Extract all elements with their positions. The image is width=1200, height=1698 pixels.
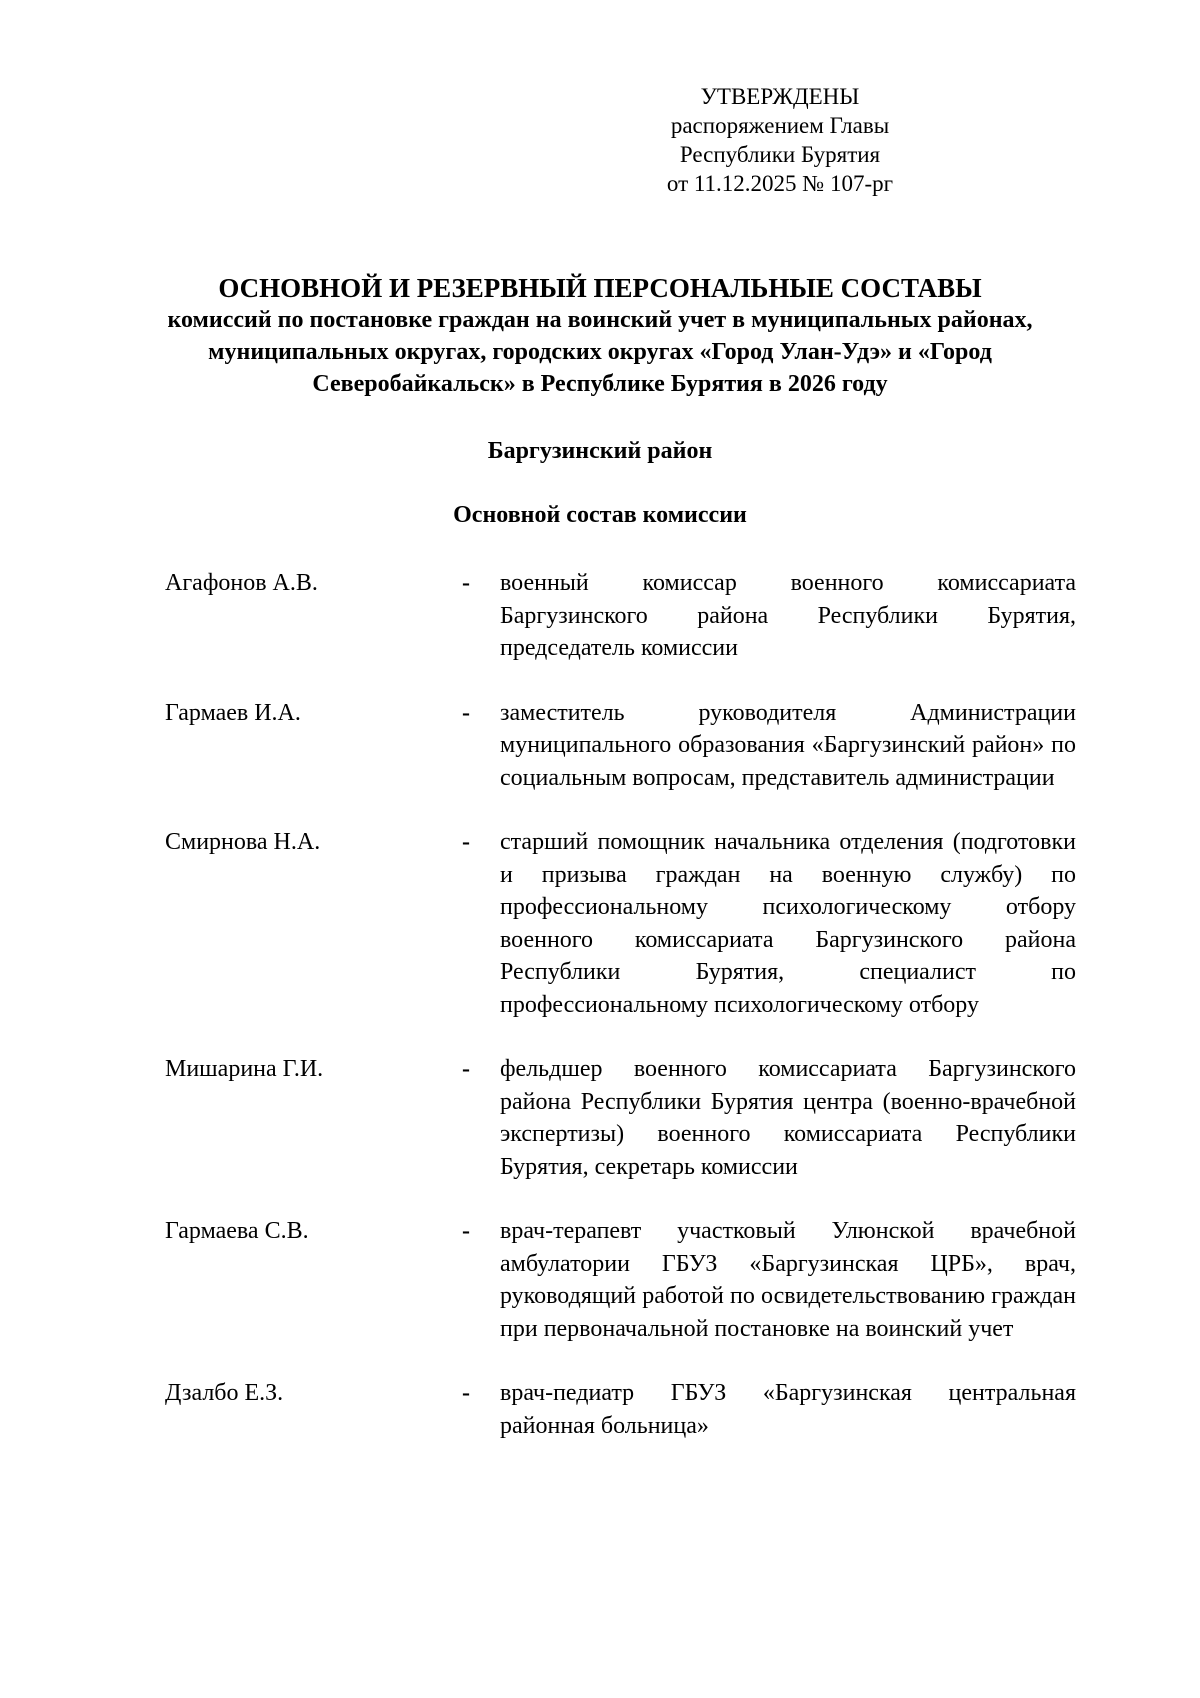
approval-line-3: Республики Бурятия: [679, 142, 881, 167]
member-name: Агафонов А.В.: [165, 570, 318, 596]
member-role: заместитель руководителя Администрации муниципального образования «Баргузинский район» по социальным вопросам, представитель администрации: [500, 699, 1076, 791]
member-role: фельдшер военного комиссариата Баргузинского района Республики Бурятия центра (военно-врачебной экспертизы) военного комиссариата Республики Бурятия, секретарь комиссии: [500, 1056, 1076, 1180]
member-dash: -: [462, 699, 470, 726]
member-dash: -: [462, 570, 470, 596]
title-subtitle: комиссий по постановке граждан на воинский учет в муниципальных районах, муниципальных округах, городских округах «Город Улан-Удэ» и «Город Северобайкальск» в Республике Бурятия в 2026 году: [167, 307, 1033, 397]
approval-line-1: УТВЕРЖДЕНЫ: [700, 84, 860, 109]
member-role: врач-терапевт участковый Улюнской врачебной амбулатории ГБУЗ «Баргузинская ЦРБ», врач, руководящий работой по освидетельствованию граждан при первоначальной постановке на воинский учет: [500, 1218, 1076, 1342]
member-dash: -: [462, 829, 470, 855]
members-list: [165, 567, 1075, 1474]
member-role: военный комиссар военного комиссариата Баргузинского района Республики Бурятия, председатель комиссии: [500, 570, 1076, 661]
member-name: Дзалбо Е.З.: [165, 1380, 284, 1406]
member-entry: [165, 826, 1075, 1021]
member-name: Смирнова Н.А.: [165, 829, 321, 855]
member-name: Гармаева С.В.: [165, 1218, 309, 1244]
member-entry: [165, 1377, 1075, 1442]
member-entry: [165, 697, 1075, 795]
member-name: Гармаев И.А.: [165, 699, 301, 726]
member-dash: -: [462, 1380, 470, 1406]
member-name: Мишарина Г.И.: [165, 1056, 324, 1082]
approval-line-4: от 11.12.2025 № 107-рг: [666, 171, 894, 196]
approval-stamp: [660, 82, 900, 198]
member-entry: [165, 567, 1075, 665]
title-main: ОСНОВНОЙ И РЕЗЕРВНЫЙ ПЕРСОНАЛЬНЫЕ СОСТАВЫ: [218, 273, 982, 303]
section-heading: Основной состав комиссии: [453, 502, 747, 528]
member-entry: [165, 1215, 1075, 1345]
member-role: врач-педиатр ГБУЗ «Баргузинская центральная районная больница»: [500, 1380, 1076, 1439]
district-heading: Баргузинский район: [487, 438, 713, 464]
document-title: [120, 272, 1080, 400]
member-dash: -: [462, 1056, 470, 1082]
member-role: старший помощник начальника отделения (подготовки и призыва граждан на военную службу) по профессиональному психологическому отбору военного комиссариата Баргузинского района Республики Бурятия, специалист по профессиональному психологическому отбору: [500, 829, 1076, 1018]
approval-line-2: распоряжением Главы: [670, 113, 890, 138]
member-dash: -: [462, 1218, 470, 1244]
member-entry: [165, 1053, 1075, 1183]
